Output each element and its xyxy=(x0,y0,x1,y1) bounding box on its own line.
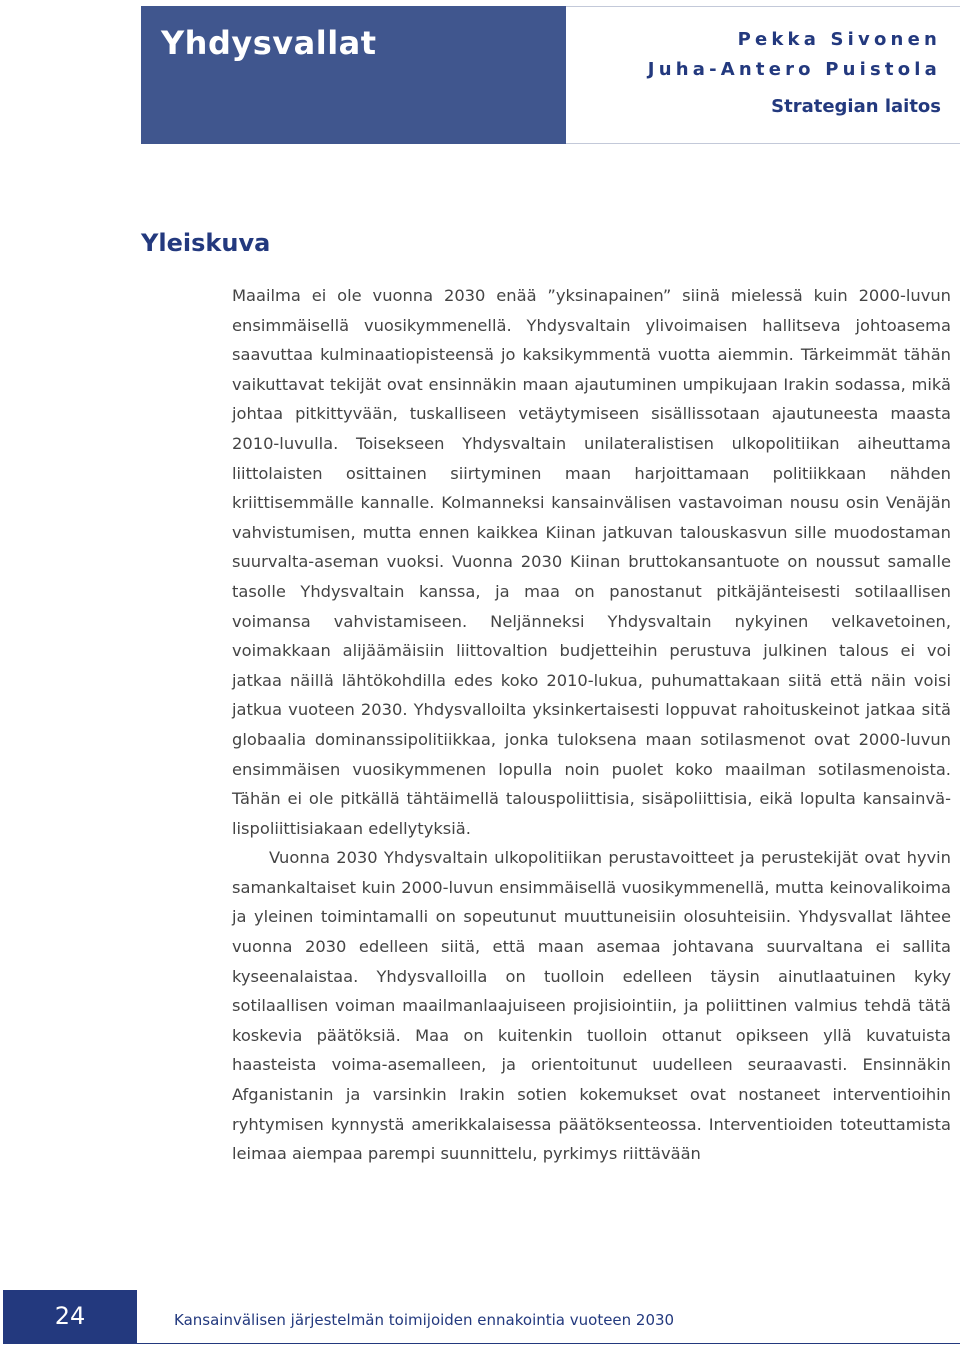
page-number: 24 xyxy=(54,1302,86,1330)
paragraph: Maailma ei ole vuonna 2030 enää ”yksinapainen” siinä mielessä kuin 2000-luvun ensimmäisellä vuosikymmenellä. Yhdysvaltain ylivoimaisen hallitseva johtoasema saavuttaa kulminaatiopisteensä jo kaksikymmentä vuotta aiemmin. Tärkeimmät tähän vaikuttavat tekijät ovat ensinnäkin maan ajautuminen umpikujaan Irakin sodassa, mikä johtaa pitkittyvään, tuskalliseen vetäytymiseen sisällissotaan ajautuneesta maasta 2010-luvulla. Toisekseen Yhdysvaltain unilateralistisen ulkopolitiikan aiheuttama liittolaisten osittainen siirtyminen maan harjoittamaan politiikkaan nähden kriittisemmälle kannalle. Kolmanneksi kansainvälisen vastavoiman nousu osin Venäjän vahvistumisen, mutta ennen kaikkea Kiinan jatkuvan talouskasvun sille muodostaman suurvalta-aseman vuoksi. Vuonna 2030 Kiinan bruttokansantuote on noussut samalle tasolle Yhdysvaltain kanssa, ja maa on panostanut pitkäjänteisesti sotilaallisen voimansa vahvistamiseen. Neljänneksi Yhdysvaltain nykyinen velkavetoinen, voimakkaan alijäämäisiin liittovaltion budjetteihin perustuva julkinen talous ei voi jatkaa näillä lähtökohdilla edes koko 2010-lukua, puhumattakaan siitä että näin voisi jatkua vuoteen 2030. Yhdysvalloilta yksinkertaisesti loppuvat rahoituskeinot jatkaa sitä globaalia dominanssipolitiikkaa, jonka tuloksena maan sotilasmenot ovat 2000-luvun ensimmäisen vuosikymmenen lopulla noin puolet koko maailman sotilasmenoista. Tähän ei ole pitkällä tähtäimellä talouspoliittisia, sisäpoliittisia, eikä lopulta kansainvälispoliittisiakaan edellytyksiä. xyxy=(232,286,951,838)
footer-divider xyxy=(137,1343,960,1344)
author-name: Juha-Antero Puistola xyxy=(647,59,941,80)
page-header xyxy=(141,6,960,144)
title-banner xyxy=(141,6,566,144)
paragraph: Vuonna 2030 Yhdysvaltain ulkopolitiikan perustavoitteet ja perustekijät ovat hyvin samankaltaiset kuin 2000-luvun ensimmäisellä vuosikymmenellä, mutta keinovalikoima ja yleinen toimintamalli on sopeutunut muuttuneisiin olosuhteisiin. Yhdysvallat lähtee vuonna 2030 edelleen siitä, että maan asemaa johtavana suurvaltana ei sallita kyseenalaistaa. Yhdysvalloilla on tuolloin edelleen täysin ainutlaatuinen kyky sotilaallisen voiman maailmanlaajuiseen projisiointiin, ja poliittinen valmius tehdä tätä koskevia päätöksiä. Maa on kuitenkin tuolloin ottanut opikseen yllä kuvatuista haasteista voima-asemalleen, ja orientoitunut uudelleen seuraavasti. Ensinnäkin Afganistanin ja varsinkin Irakin sotien kokemukset ovat nostaneet interventioihin ryhtymisen kynnystä amerikkalaisessa päätöksenteossa. Interventioiden toteuttamista leimaa aiempaa parempi suunnittelu, pyrkimys riittävään xyxy=(232,848,951,1164)
page-number-box xyxy=(3,1290,137,1344)
body-text xyxy=(232,281,951,1169)
authors-panel xyxy=(566,6,960,144)
department-name: Strategian laitos xyxy=(771,96,941,117)
page-footer xyxy=(0,1290,960,1344)
publication-title: Kansainvälisen järjestelmän toimijoiden ennakointia vuoteen 2030 xyxy=(174,1311,675,1329)
section-heading: Yleiskuva xyxy=(141,229,271,257)
author-name: Pekka Sivonen xyxy=(737,29,941,50)
chapter-title: Yhdysvallat xyxy=(161,24,377,62)
